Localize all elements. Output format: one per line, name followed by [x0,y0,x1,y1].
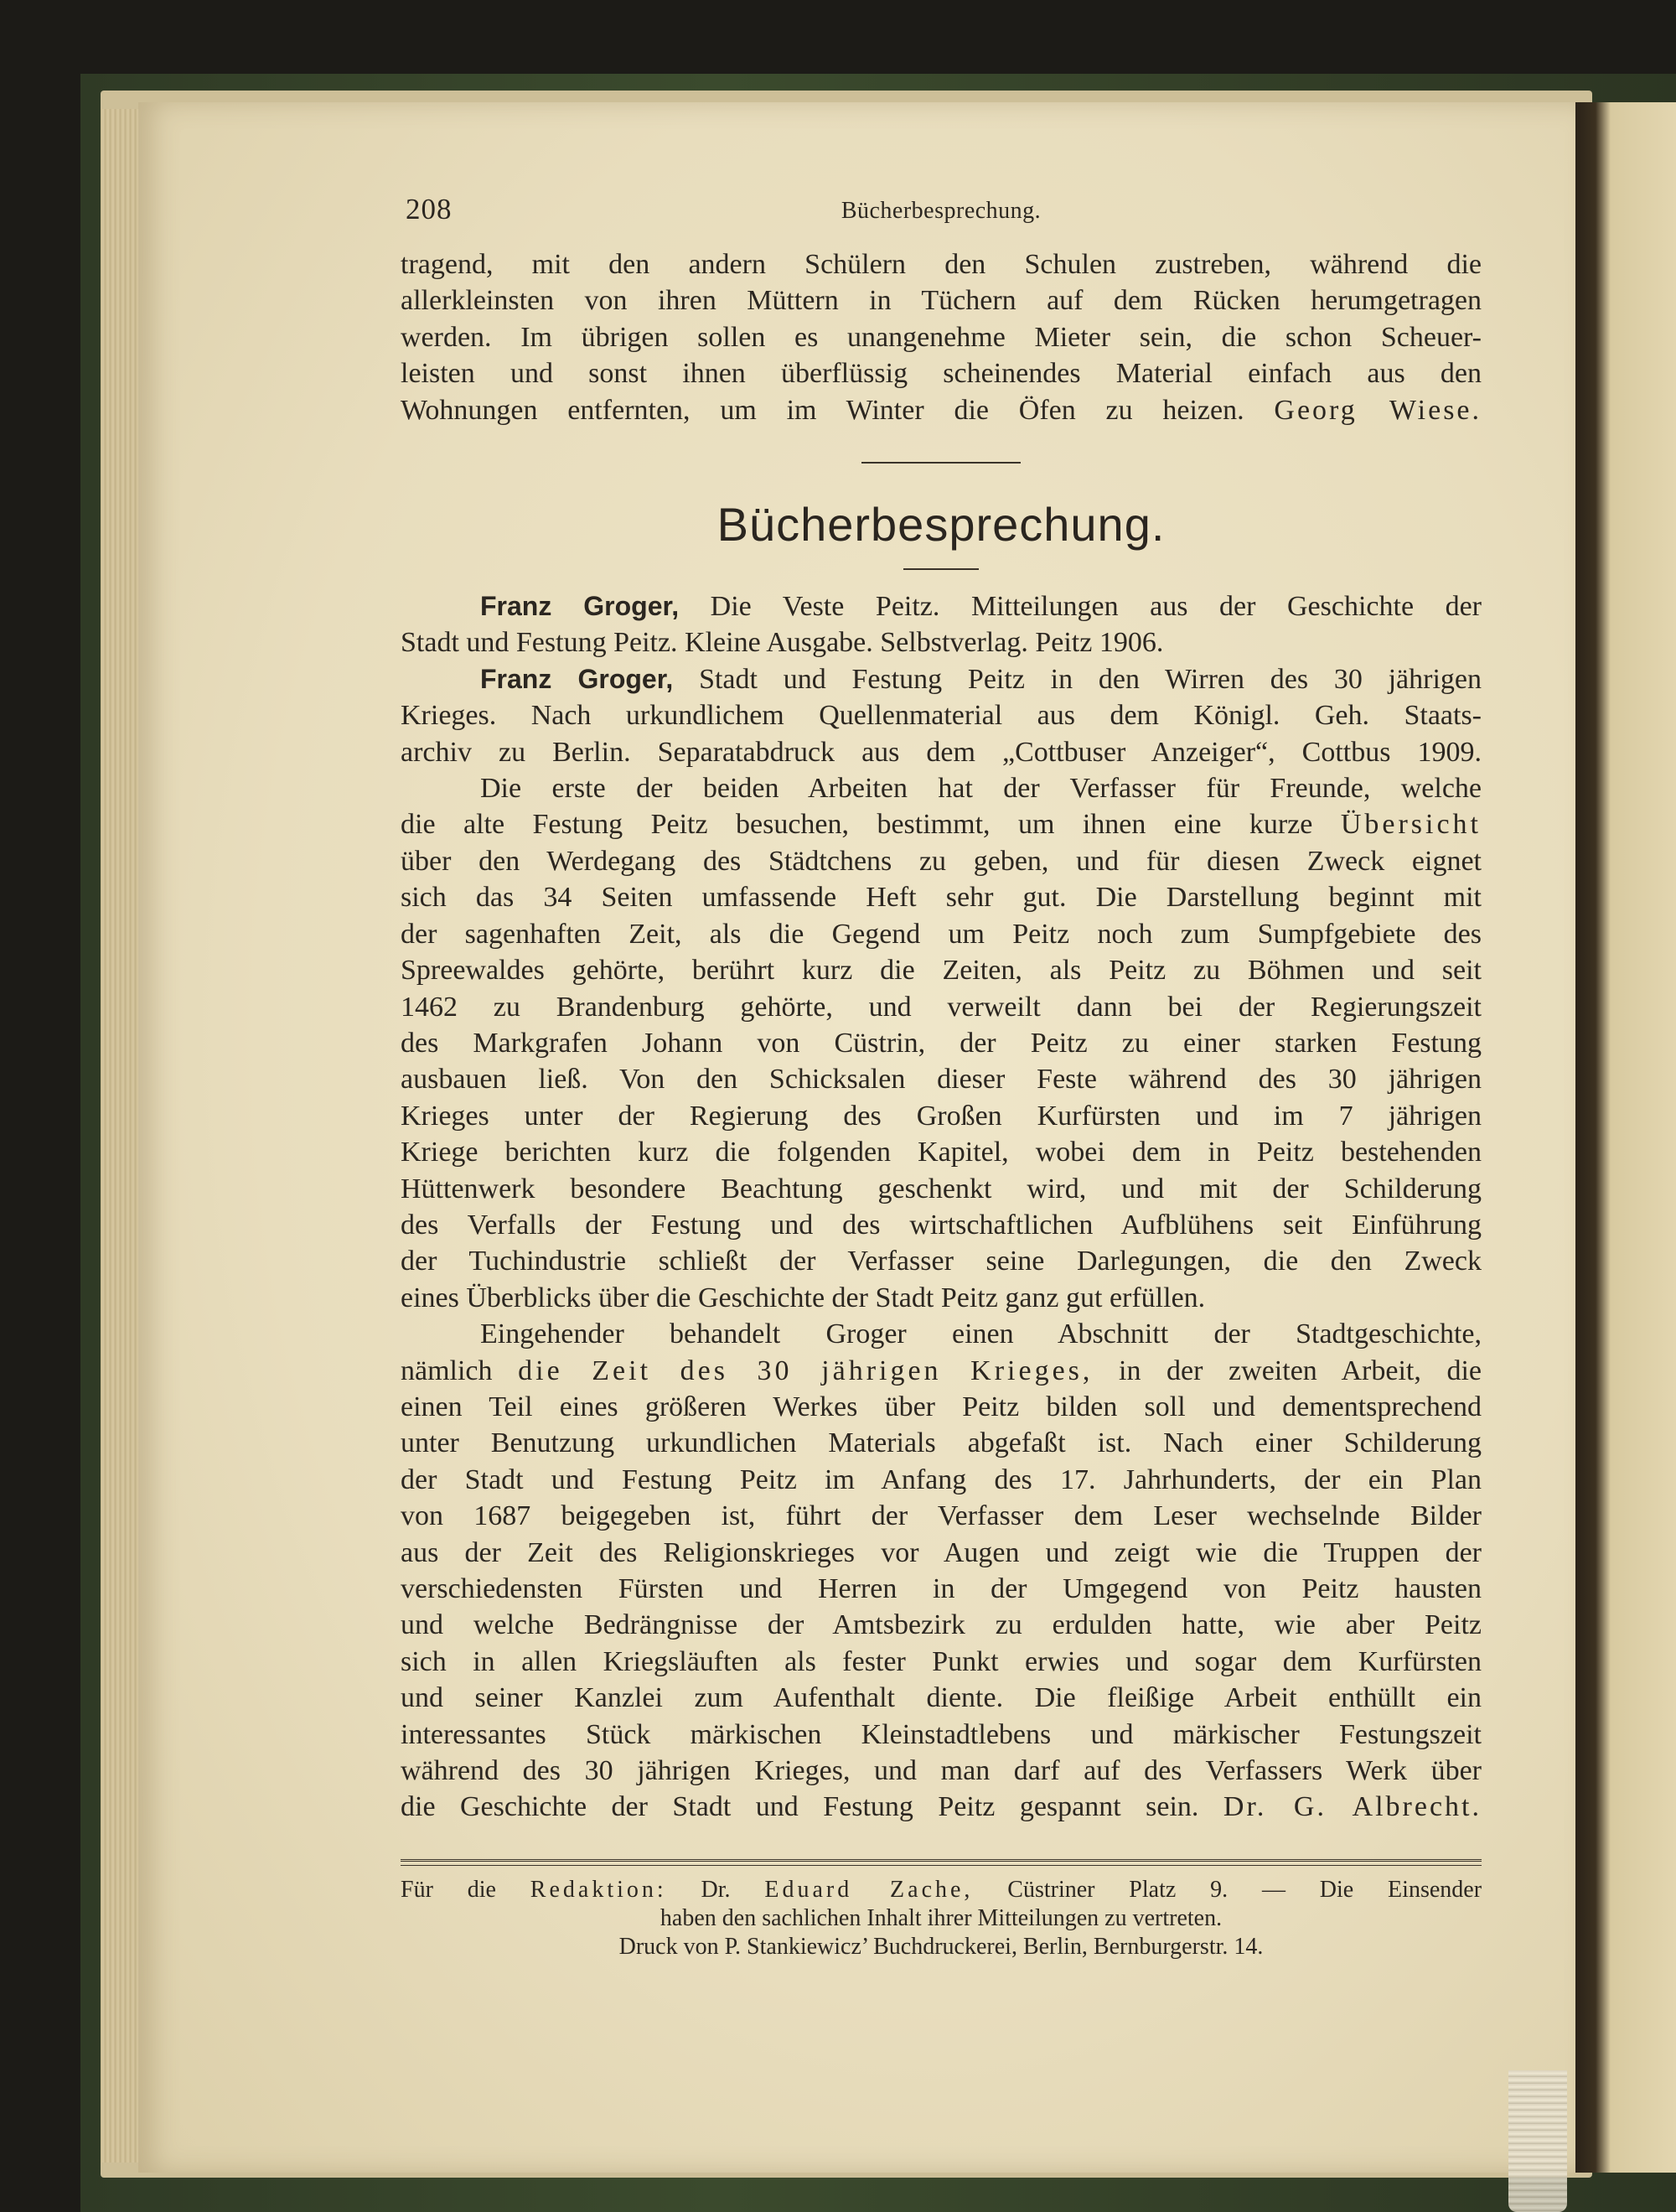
adjacent-page [1575,102,1676,2173]
text-line: leisten und sonst ihnen überflüssig scheinendes Material einfach aus den [401,358,1482,390]
text-line [401,1789,1482,1825]
text-line [401,661,1482,697]
section-divider [861,462,1021,464]
text-line: aus der Zeit des Religionskrieges vor Augen und zeigt wie die Truppen der [401,1536,1482,1568]
book-author: Franz Groger, [480,663,674,694]
text-line: der Tuchindustrie schließt der Verfasser seine Darlegungen, die den Zweck [401,1246,1482,1277]
text-line: sich in allen Kriegsläuften als fester Punkt erwies und sogar dem Kurfürsten [401,1645,1482,1677]
text-line: sich das 34 Seiten umfassende Heft sehr gut. Die Darstellung beginnt mit [401,882,1482,914]
running-title: Bücherbesprechung. [841,198,1042,224]
section-title: Bücherbesprechung. [716,498,1166,552]
text-line: der Stadt und Festung Peitz im Anfang des 17. Jahrhunderts, der ein Plan [401,1463,1482,1495]
text-line: Krieges. Nach urkundlichem Quellenmaterial aus dem Königl. Geh. Staats- [401,700,1482,732]
text-fragment: Dr. [701,1876,731,1903]
text-line: werden. Im übrigen sollen es unangenehme Mieter sein, die schon Scheuer- [401,321,1482,353]
text-line: ausbauen ließ. Von den Schicksalen dieser Feste während des 30 jährigen [401,1064,1482,1096]
editor-name: Eduard Zache, [764,1876,974,1903]
text-fragment: Cüstriner Platz 9. — Die Einsender [1007,1876,1482,1903]
text-line [401,392,1482,428]
text-line: Stadt und Festung Peitz. Kleine Ausgabe. Selbstverlag. Peitz 1906. [401,627,1164,659]
bookmark-ribbon [1508,2070,1567,2212]
text-fragment: Für die [401,1876,496,1903]
text-line: während des 30 jährigen Krieges, und man darf auf des Verfassers Werk über [401,1755,1482,1787]
text-line: allerkleinsten von ihren Müttern in Tüchern auf dem Rücken herumgetragen [401,285,1482,317]
text-line: unter Benutzung urkundlichen Materials abgefaßt ist. Nach einer Schilderung [401,1427,1482,1459]
running-header [401,184,1482,226]
text-line: Eingehender behandelt Groger einen Abschnitt der Stadtgeschichte, [480,1318,1482,1350]
printer-line: Druck von P. Stankiewicz’ Buchdruckerei, Berlin, Bernburgerstr. 14. [618,1933,1264,1960]
emphasis-text: Redaktion: [530,1876,667,1903]
text-line [401,588,1482,624]
text-line: Die erste der beiden Arbeiten hat der Verfasser für Freunde, welche [480,773,1482,805]
text-line: haben den sachlichen Inhalt ihrer Mitteilungen zu vertreten. [660,1904,1223,1931]
text-fragment: in der zweiten Arbeit, die [1119,1355,1482,1386]
text-line [401,806,1482,842]
text-fragment: Stadt und Festung Peitz in den Wirren des 30 jährigen [699,663,1482,695]
intro-paragraph [401,246,1482,428]
text-fragment: Wohnungen entfernten, um im Winter die Öfen zu heizen. [401,394,1244,426]
text-line: von 1687 beigegeben ist, führt der Verfasser dem Leser wechselnde Bilder [401,1500,1482,1532]
review-paragraph-2 [401,1316,1482,1826]
text-fragment: nämlich [401,1355,493,1386]
text-line [401,1876,1482,1904]
review-paragraph-1 [401,770,1482,1316]
text-line: verschiedensten Fürsten und Herren in der Umgegend von Peitz hausten [401,1573,1482,1604]
intro-signature: Georg Wiese. [1274,394,1482,426]
page-number: 208 [406,193,453,225]
text-line: des Verfalls der Festung und des wirtschaftlichen Aufblühens seit Einführung [401,1209,1482,1241]
book-entry-1 [401,588,1482,661]
text-line: eines Überblicks über die Geschichte der Stadt Peitz ganz gut erfüllen. [401,1282,1206,1313]
text-fragment: Die Veste Peitz. Mitteilungen aus der Geschichte der [710,591,1482,623]
text-line: Spreewaldes gehörte, berührt kurz die Zeiten, als Peitz zu Böhmen und seit [401,955,1482,987]
book-author: Franz Groger, [480,591,680,622]
text-line: 1462 zu Brandenburg gehörte, und verweilt dann bei der Regierungszeit [401,991,1482,1023]
text-line: und seiner Kanzlei zum Aufenthalt diente. Die fleißige Arbeit enthüllt ein [401,1682,1482,1714]
emphasis-text: Übersicht [1340,809,1482,841]
text-fragment: die alte Festung Peitz besuchen, bestimmt, um ihnen eine kurze [401,809,1313,841]
text-line: des Markgrafen Johann von Cüstrin, der Peitz zu einer starken Festung [401,1027,1482,1059]
text-line: der sagenhaften Zeit, als die Gegend um Peitz noch zum Sumpfgebiete des [401,918,1482,950]
footer-rule [401,1859,1482,1866]
page-content [401,184,1482,1961]
text-line: archiv zu Berlin. Separatabdruck aus dem „Cottbuser Anzeiger“, Cottbus 1909. [401,736,1482,768]
imprint-footer [401,1876,1482,1961]
text-line: und welche Bedrängnisse der Amtsbezirk zu erdulden hatte, wie aber Peitz [401,1609,1482,1641]
text-fragment: die Geschichte der Stadt und Festung Peitz gespannt sein. [401,1791,1199,1823]
text-line: tragend, mit den andern Schülern den Schulen zustreben, während die [401,249,1482,280]
page-stack-left [101,109,141,2163]
text-line: einen Teil eines größeren Werkes über Peitz bilden soll und dementsprechend [401,1391,1482,1422]
text-line: interessantes Stück märkischen Kleinstadtlebens und märkischer Festungszeit [401,1718,1482,1750]
text-line: Hüttenwerk besondere Beachtung geschenkt wird, und mit der Schilderung [401,1173,1482,1204]
title-underline [903,568,979,570]
emphasis-text: die Zeit des 30 jährigen Krieges, [518,1355,1094,1386]
review-signature: Dr. G. Albrecht. [1223,1791,1482,1823]
book-entry-2 [401,661,1482,770]
text-line: über den Werdegang des Städtchens zu geben, und für diesen Zweck eignet [401,845,1482,877]
text-line [401,1353,1482,1389]
text-line: Kriege berichten kurz die folgenden Kapitel, wobei dem in Peitz bestehenden [401,1137,1482,1168]
text-line: Krieges unter der Regierung des Großen Kurfürsten und im 7 jährigen [401,1100,1482,1132]
